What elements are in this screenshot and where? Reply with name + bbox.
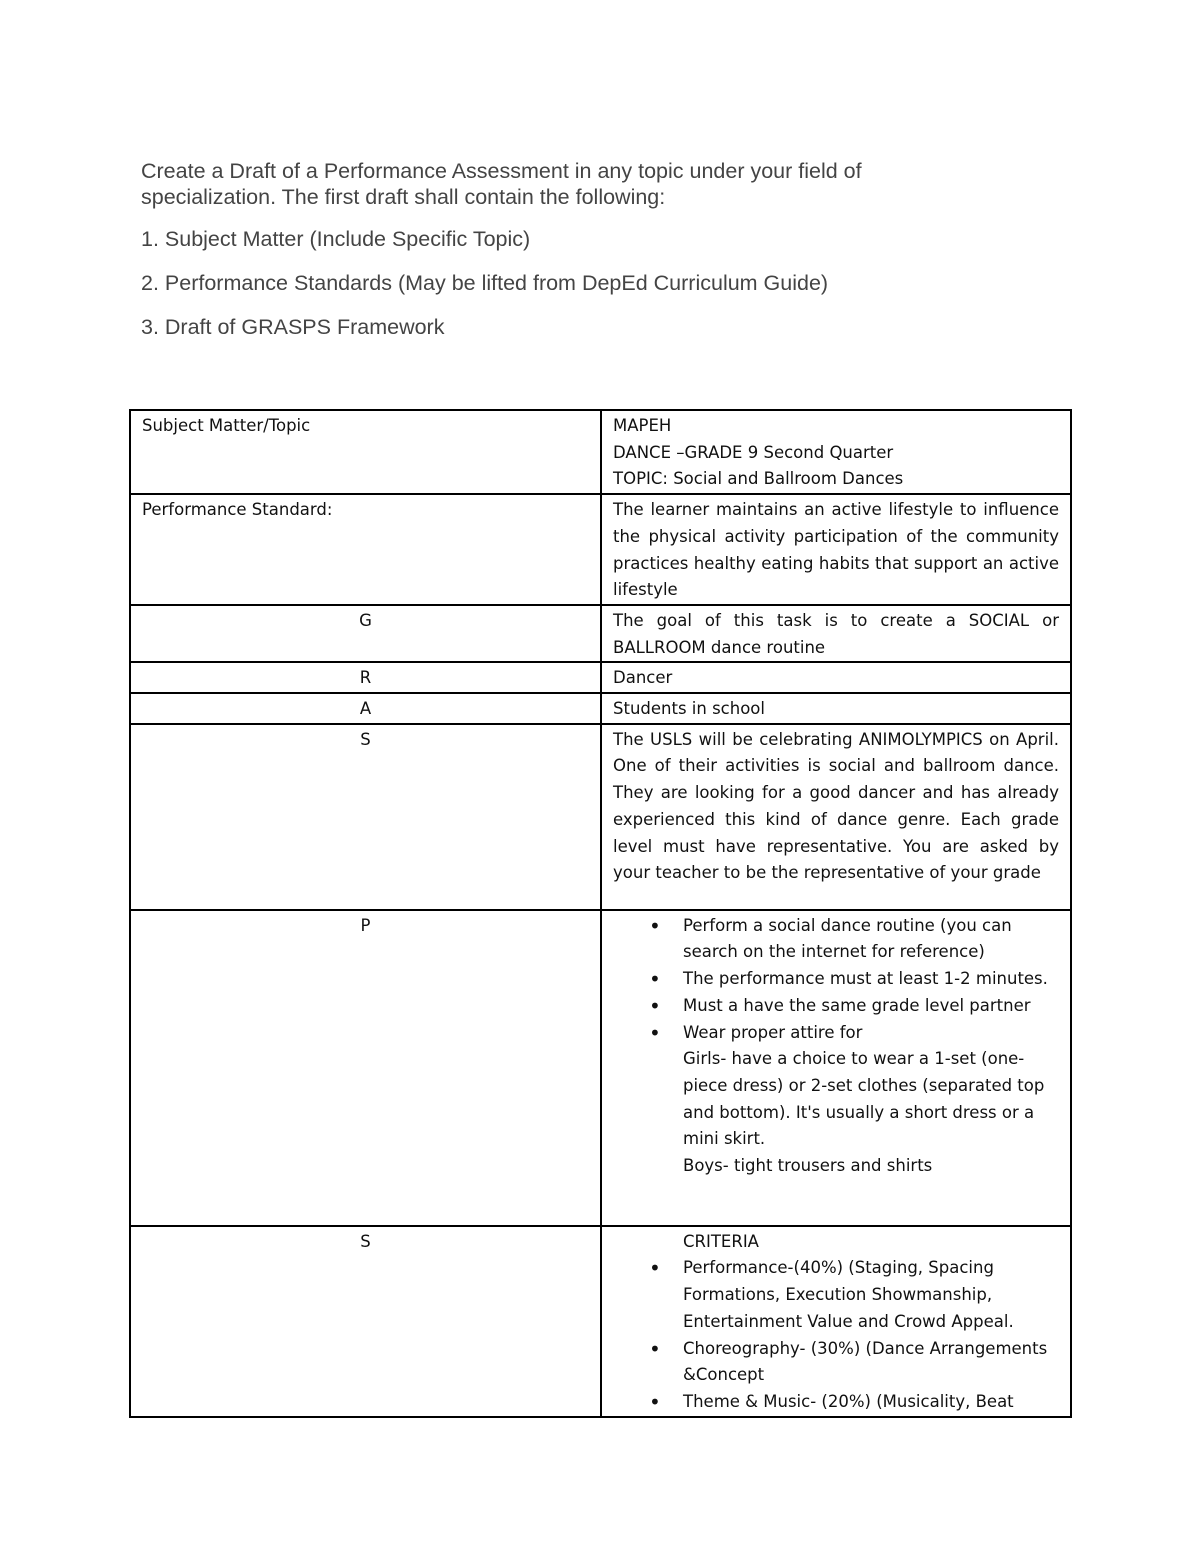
table-row-audience bbox=[130, 693, 1071, 724]
criteria-heading: CRITERIA bbox=[683, 1231, 759, 1251]
grasps-table bbox=[129, 409, 1072, 1418]
list-item: • Theme & Music- (20%) (Musicality, Beat bbox=[613, 1389, 1052, 1416]
subject-line-2: DANCE –GRADE 9 Second Quarter bbox=[613, 442, 894, 462]
attire-girls: Girls- have a choice to wear a 1-set (one-piece dress) or 2-set clothes (separated top and bottom). It's usually a short dress or a mini skirt. bbox=[683, 1049, 1045, 1149]
standard-label: Performance Standard: bbox=[130, 494, 601, 605]
instruction-item-2: 2. Performance Standards (May be lifted from DepEd Curriculum Guide) bbox=[141, 271, 829, 295]
table-row-standard bbox=[130, 494, 1071, 605]
list-item: • Performance-(40%) (Staging, Spacing Formations, Execution Showmanship, Entertainment Value and Crowd Appeal. bbox=[613, 1255, 1052, 1335]
subject-line-1: MAPEH bbox=[613, 416, 672, 435]
goal-label: G bbox=[130, 605, 601, 662]
criteria-list bbox=[613, 1255, 1052, 1415]
product-value bbox=[601, 910, 1071, 1226]
table-row-role bbox=[130, 662, 1071, 693]
situation-value: The USLS will be celebrating ANIMOLYMPICS on April. One of their activities is social and ballroom dance. They are looking for a good dancer and has already experienced this kind of dance genre. Each grade level must have representative. You are asked by your teacher to be the representative of your grade bbox=[601, 724, 1071, 910]
instruction-item-3: 3. Draft of GRASPS Framework bbox=[141, 315, 445, 339]
product-label: P bbox=[130, 910, 601, 1226]
standard-value: The learner maintains an active lifestyle to influence the physical activity participation of the community practices healthy eating habits that support an active lifestyle bbox=[601, 494, 1071, 605]
standards-value bbox=[601, 1226, 1071, 1417]
table-row-goal bbox=[130, 605, 1071, 662]
table-row-subject bbox=[130, 410, 1071, 494]
audience-value: Students in school bbox=[601, 693, 1071, 724]
table-row-situation bbox=[130, 724, 1071, 910]
list-item: • Wear proper attire for bbox=[613, 1020, 1052, 1047]
attire-boys: Boys- tight trousers and shirts bbox=[683, 1156, 933, 1176]
product-list bbox=[613, 913, 1052, 1047]
role-value: Dancer bbox=[601, 662, 1071, 693]
role-label: R bbox=[130, 662, 601, 693]
subject-line-3: TOPIC: Social and Ballroom Dances bbox=[613, 469, 904, 489]
audience-label: A bbox=[130, 693, 601, 724]
situation-label: S bbox=[130, 724, 601, 910]
list-item: • Must a have the same grade level partner bbox=[613, 993, 1052, 1020]
table-row-product bbox=[130, 910, 1071, 1226]
goal-value: The goal of this task is to create a SOCIAL or BALLROOM dance routine bbox=[601, 605, 1071, 662]
instructions-paragraph: Create a Draft of a Performance Assessment in any topic under your field of specialization. The first draft shall contain the following: bbox=[141, 159, 862, 209]
table-row-standards bbox=[130, 1226, 1071, 1417]
instruction-item-1: 1. Subject Matter (Include Specific Topic) bbox=[141, 227, 531, 251]
list-item: • Perform a social dance routine (you can search on the internet for reference) bbox=[613, 913, 1052, 966]
subject-label: Subject Matter/Topic bbox=[130, 410, 601, 494]
instructions bbox=[141, 158, 1001, 358]
list-item: • Choreography- (30%) (Dance Arrangements &Concept bbox=[613, 1336, 1052, 1389]
subject-value bbox=[601, 410, 1071, 494]
list-item: • The performance must at least 1-2 minutes. bbox=[613, 966, 1052, 993]
standards-label: S bbox=[130, 1226, 601, 1417]
